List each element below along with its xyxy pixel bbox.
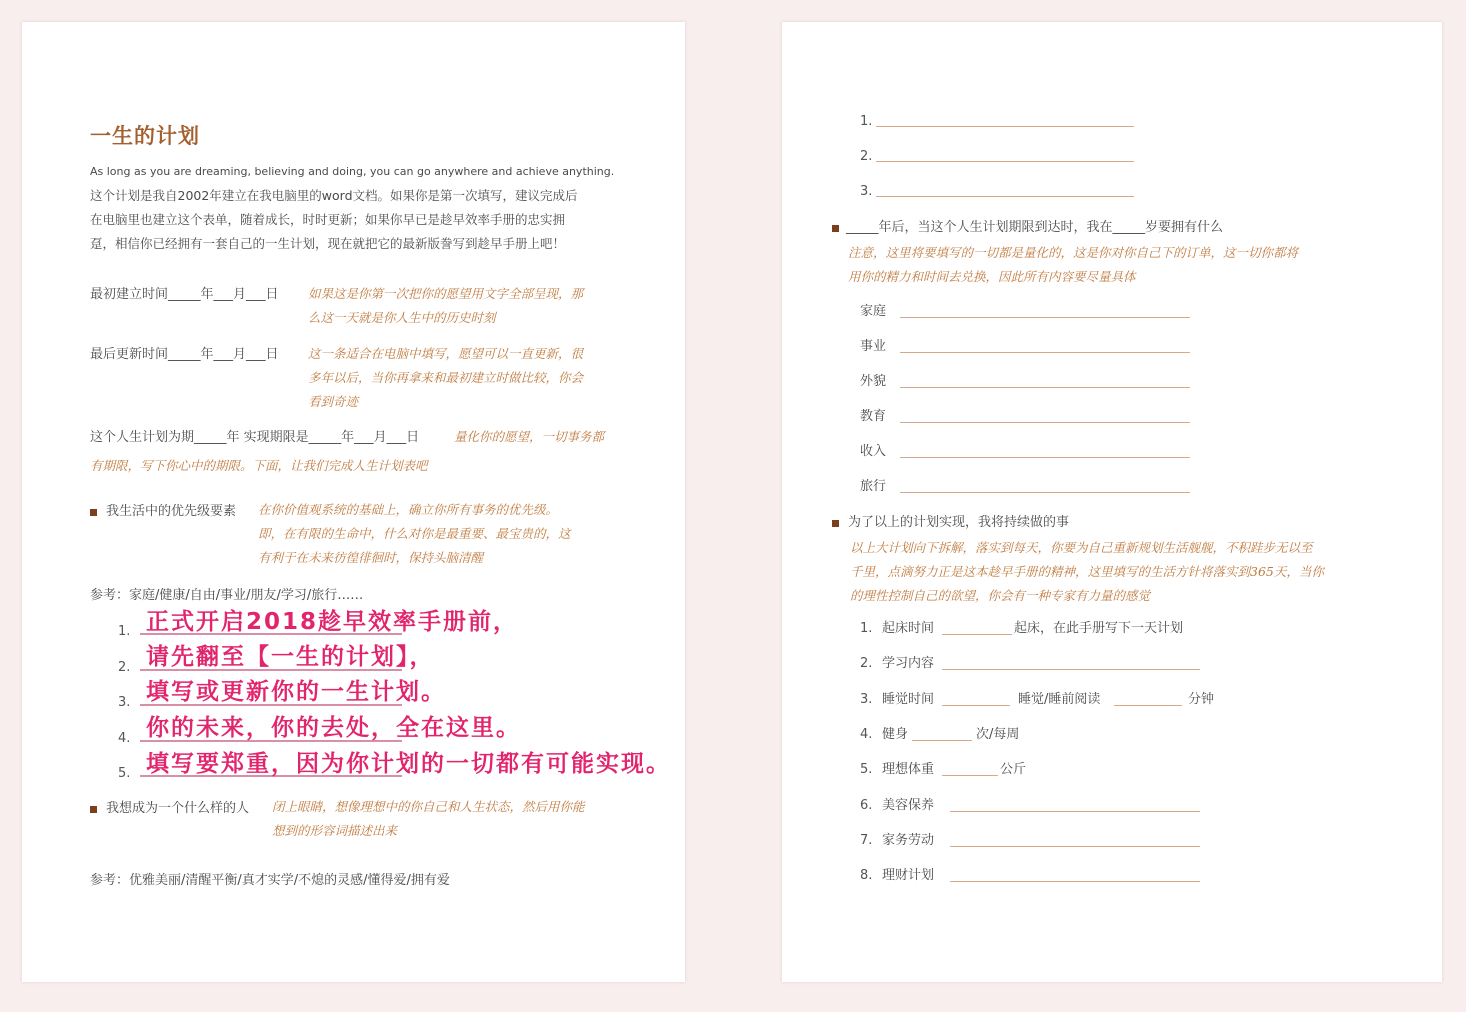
item-answer-line[interactable] bbox=[912, 740, 972, 741]
item-number: 6. bbox=[860, 798, 873, 813]
category-answer-line[interactable] bbox=[900, 457, 1190, 458]
item-answer-line[interactable] bbox=[942, 634, 1012, 635]
answer-line[interactable] bbox=[876, 196, 1134, 197]
become-note: 闭上眼睛，想像理想中的你自己和人生状态，然后用你能 想到的形容词描述出来 bbox=[272, 799, 585, 838]
item-mid-label: 睡觉/睡前阅读 bbox=[1018, 692, 1101, 707]
intro-line: 这个计划是我自2002年建立在我电脑里的word文档。如果你是第一次填写，建议完成后 bbox=[90, 188, 578, 203]
handwritten-note: 正式开启2018趁早效率手册前， bbox=[146, 609, 519, 635]
period-note: 量化你的愿望，一切事务都 bbox=[454, 429, 605, 444]
years-note: 注意，这里将要填写的一切都是量化的，这是你对你自己下的订单，这一切你都将 用你的精力和时间去兑换，因此所有内容要尽量具体 bbox=[848, 245, 1299, 284]
category-answer-line[interactable] bbox=[900, 317, 1190, 318]
created-note: 如果这是你第一次把你的愿望用文字全部呈现，那 么这一天就是你人生中的历史时刻 bbox=[308, 286, 584, 325]
item-number: 2. bbox=[860, 656, 873, 671]
item-number: 1. bbox=[860, 621, 873, 636]
handwritten-note: 填写或更新你的一生计划。 bbox=[146, 679, 446, 705]
line-number: 3. bbox=[118, 695, 131, 710]
line-number: 2. bbox=[118, 660, 131, 675]
updated-note: 这一条适合在电脑中填写，愿望可以一直更新，很 多年以后，当你再拿来和最初建立时做比较，你会 看到奇迹 bbox=[308, 346, 584, 409]
item-label: 美容保养 bbox=[882, 798, 935, 813]
intro-line: 在电脑里也建立这个表单，随着成长，时时更新；如果你早已是趁早效率手册的忠实拥 bbox=[90, 212, 566, 227]
category-label: 家庭 bbox=[860, 304, 887, 319]
item-label: 理财计划 bbox=[882, 868, 935, 883]
priority-label: 我生活中的优先级要素 bbox=[106, 504, 237, 519]
item-label: 家务劳动 bbox=[882, 833, 935, 848]
sustain-note: 以上大计划向下拆解，落实到每天，你要为自己重新规划生活舰舰，不积跬步无以至 千里，点滴努力正是这本趁早手册的精神，这里填写的生活方针将落实到365天，当你 的理性控制自己的欲望，你会有一种专家有力量的感觉 bbox=[850, 540, 1324, 603]
item-label: 睡觉时间 bbox=[882, 692, 935, 707]
priority-note: 在你价值观系统的基础上，确立你所有事务的优先级。 即，在有限的生命中，什么对你是最重要、最宝贵的，这 有利于在未来彷徨徘徊时，保持头脑清醒 bbox=[258, 502, 571, 565]
item-number: 4. bbox=[860, 727, 873, 742]
line-number: 1. bbox=[118, 624, 131, 639]
period-field[interactable]: 这个人生计划为期_____年 实现期限是_____年___月___日 bbox=[90, 430, 420, 445]
bullet-marker bbox=[90, 509, 97, 516]
period-note-cont: 有期限，写下你心中的期限。下面，让我们完成人生计划表吧 bbox=[90, 458, 428, 473]
reference-priorities: 参考：家庭/健康/自由/事业/朋友/学习/旅行…… bbox=[90, 588, 364, 603]
category-answer-line[interactable] bbox=[900, 422, 1190, 423]
item-suffix: 分钟 bbox=[1188, 692, 1215, 707]
line-number: 5. bbox=[118, 766, 131, 781]
category-label: 教育 bbox=[860, 409, 887, 424]
category-label: 收入 bbox=[860, 444, 887, 459]
handwritten-note: 请先翻至【一生的计划】， bbox=[146, 644, 435, 670]
answer-line[interactable] bbox=[876, 126, 1134, 127]
item-suffix: 次/每周 bbox=[976, 727, 1020, 742]
item-number: 7. bbox=[860, 833, 873, 848]
line-number: 4. bbox=[118, 731, 131, 746]
item-answer-line[interactable] bbox=[942, 775, 998, 776]
item-label: 健身 bbox=[882, 727, 909, 742]
item-label: 学习内容 bbox=[882, 656, 935, 671]
intro-line: 趸，相信你已经拥有一套自己的一生计划，现在就把它的最新版誊写到趁早手册上吧！ bbox=[90, 236, 566, 251]
item-answer-line[interactable] bbox=[1114, 705, 1182, 706]
intro-english: As long as you are dreaming, believing and doing, you can go anywhere and achieve anything. bbox=[90, 165, 615, 178]
line-number: 2. bbox=[860, 149, 873, 164]
handwritten-note: 你的未来，你的去处，全在这里。 bbox=[146, 715, 521, 741]
line-number: 1. bbox=[860, 114, 873, 129]
item-label: 理想体重 bbox=[882, 762, 935, 777]
answer-line[interactable] bbox=[876, 161, 1134, 162]
item-suffix: 公斤 bbox=[1000, 762, 1027, 777]
item-answer-line[interactable] bbox=[950, 811, 1200, 812]
item-number: 3. bbox=[860, 692, 873, 707]
years-label[interactable]: _____年后，当这个人生计划期限到达时，我在_____岁要拥有什么 bbox=[846, 220, 1224, 235]
item-answer-line[interactable] bbox=[942, 705, 1010, 706]
category-answer-line[interactable] bbox=[900, 352, 1190, 353]
item-answer-line[interactable] bbox=[950, 881, 1200, 882]
handwritten-note: 填写要郑重，因为你计划的一切都有可能实现。 bbox=[146, 751, 671, 777]
become-label: 我想成为一个什么样的人 bbox=[106, 801, 250, 816]
line-number: 3. bbox=[860, 184, 873, 199]
item-number: 8. bbox=[860, 868, 873, 883]
reference-become: 参考：优雅美丽/清醒平衡/真才实学/不熄的灵感/懂得爱/拥有爱 bbox=[90, 873, 450, 888]
category-answer-line[interactable] bbox=[900, 387, 1190, 388]
item-answer-line[interactable] bbox=[942, 669, 1200, 670]
bullet-marker bbox=[90, 806, 97, 813]
bullet-marker bbox=[832, 520, 839, 527]
page-title: 一生的计划 bbox=[90, 124, 200, 148]
category-label: 事业 bbox=[860, 339, 887, 354]
updated-date-field[interactable]: 最后更新时间_____年___月___日 bbox=[90, 347, 279, 362]
item-number: 5. bbox=[860, 762, 873, 777]
category-answer-line[interactable] bbox=[900, 492, 1190, 493]
item-answer-line[interactable] bbox=[950, 846, 1200, 847]
category-label: 外貌 bbox=[860, 374, 887, 389]
sustain-label: 为了以上的计划实现，我将持续做的事 bbox=[848, 515, 1070, 530]
category-label: 旅行 bbox=[860, 479, 887, 494]
created-date-field[interactable]: 最初建立时间_____年___月___日 bbox=[90, 287, 279, 302]
item-suffix: 起床，在此手册写下一天计划 bbox=[1014, 621, 1184, 636]
right-page bbox=[782, 22, 1442, 982]
bullet-marker bbox=[832, 225, 839, 232]
item-label: 起床时间 bbox=[882, 621, 935, 636]
left-page bbox=[22, 22, 685, 982]
